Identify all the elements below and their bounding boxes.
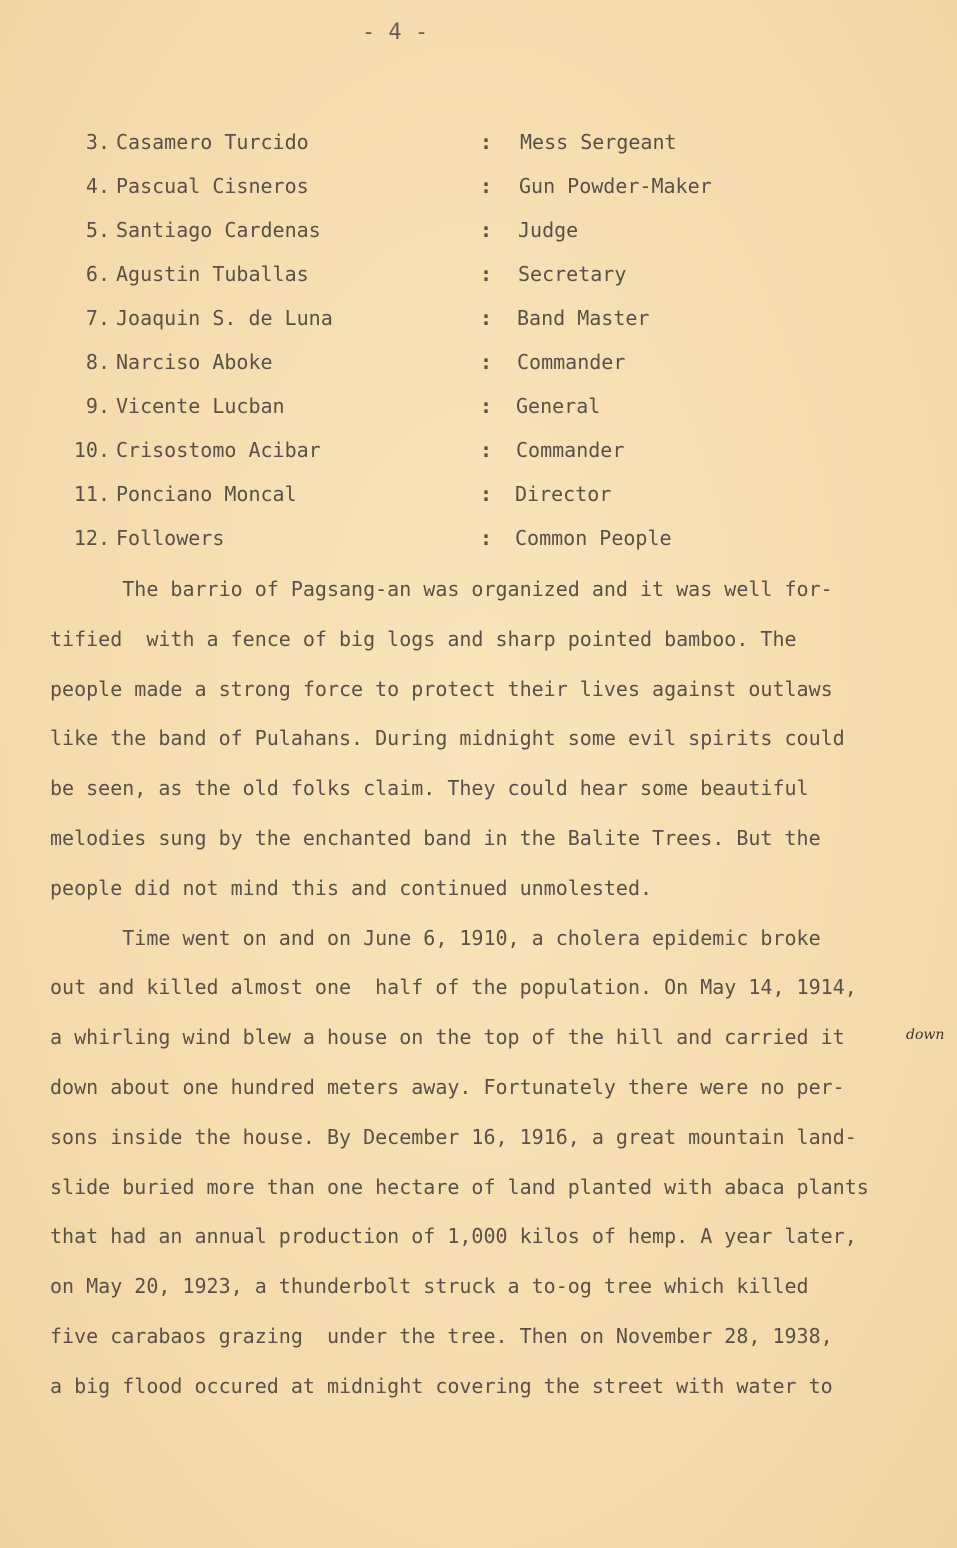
- roster-row: [0, 390, 957, 434]
- body-line: people made a strong force to protect their lives against outlaws: [50, 676, 833, 701]
- roster-row: [0, 214, 957, 258]
- roster-number: 5.: [85, 218, 110, 242]
- roster-row: [0, 522, 957, 566]
- body-line: slide buried more than one hectare of land planted with abaca plants: [50, 1174, 869, 1199]
- roster-row: [0, 346, 957, 390]
- roster-row: [0, 126, 957, 170]
- roster-name: Casamero Turcido: [116, 130, 309, 154]
- page-number: - 4 -: [361, 20, 429, 45]
- handwritten-margin-note: down: [906, 1027, 945, 1043]
- roster-number: 9.: [85, 394, 110, 418]
- roster-row: [0, 258, 957, 302]
- roster-row: [0, 170, 957, 214]
- roster-name: Santiago Cardenas: [116, 218, 321, 242]
- roster-colon: :: [480, 526, 493, 550]
- narrative-body: [50, 565, 930, 1412]
- body-line: like the band of Pulahans. During midnight some evil spirits could: [50, 726, 845, 751]
- roster-role: Judge: [518, 218, 579, 242]
- roster-name: Joaquin S. de Luna: [116, 306, 333, 330]
- roster-number: 8.: [85, 350, 110, 374]
- roster-row: [0, 302, 957, 346]
- roster-name: Followers: [116, 526, 225, 550]
- roster-name: Crisostomo Acibar: [116, 438, 321, 462]
- roster-colon: :: [480, 482, 493, 506]
- roster-row: [0, 478, 957, 522]
- roster-name: Narciso Aboke: [116, 350, 273, 374]
- roster-colon: :: [480, 218, 493, 242]
- body-line: people did not mind this and continued unmolested.: [50, 875, 653, 900]
- roster-name: Ponciano Moncal: [116, 482, 297, 506]
- roster-number: 11.: [73, 482, 110, 506]
- roster-role: Commander: [516, 438, 625, 462]
- roster-colon: :: [480, 174, 493, 198]
- roster-number: 7.: [85, 306, 110, 330]
- roster-colon: :: [480, 394, 493, 418]
- body-line: tified with a fence of big logs and sharp pointed bamboo. The: [50, 626, 797, 651]
- roster-colon: :: [480, 130, 493, 154]
- roster-role: Common People: [515, 526, 672, 550]
- body-line: down about one hundred meters away. Fortunately there were no per-: [50, 1074, 845, 1099]
- roster-name: Vicente Lucban: [116, 394, 285, 418]
- roster-role: Director: [515, 482, 612, 506]
- roster-role: Band Master: [517, 306, 650, 330]
- roster-colon: :: [480, 262, 493, 286]
- body-line: sons inside the house. By December 16, 1916, a great mountain land-: [50, 1124, 857, 1149]
- body-line: be seen, as the old folks claim. They could hear some beautiful: [50, 776, 809, 801]
- roster-role: Commander: [517, 350, 626, 374]
- roster-row: [0, 434, 957, 478]
- body-line: that had an annual production of 1,000 kilos of hemp. A year later,: [50, 1224, 857, 1249]
- body-line: a big flood occured at midnight covering the street with water to: [50, 1373, 833, 1398]
- roster-number: 3.: [85, 130, 110, 154]
- body-line: five carabaos grazing under the tree. Then on November 28, 1938,: [50, 1323, 833, 1348]
- roster-role: Gun Powder-Maker: [519, 174, 712, 198]
- roster-number: 4.: [85, 174, 110, 198]
- roster-role: Mess Sergeant: [520, 130, 677, 154]
- body-line: on May 20, 1923, a thunderbolt struck a to-og tree which killed: [50, 1274, 809, 1299]
- body-line: The barrio of Pagsang-an was organized and it was well for-: [50, 577, 833, 601]
- roster-role: General: [516, 394, 601, 418]
- roster-list: [0, 126, 957, 566]
- roster-name: Agustin Tuballas: [116, 262, 309, 286]
- roster-colon: :: [480, 438, 493, 462]
- roster-number: 6.: [85, 262, 110, 286]
- body-line: melodies sung by the enchanted band in the Balite Trees. But the: [50, 825, 821, 850]
- roster-colon: :: [480, 306, 493, 330]
- roster-number: 10.: [73, 438, 110, 462]
- roster-number: 12.: [73, 526, 110, 550]
- body-line: out and killed almost one half of the population. On May 14, 1914,: [50, 975, 857, 1000]
- roster-name: Pascual Cisneros: [116, 174, 309, 198]
- roster-role: Secretary: [518, 262, 627, 286]
- body-line: Time went on and on June 6, 1910, a cholera epidemic broke: [50, 925, 821, 950]
- body-line: a whirling wind blew a house on the top of the hill and carried it: [50, 1025, 845, 1050]
- roster-colon: :: [480, 350, 493, 374]
